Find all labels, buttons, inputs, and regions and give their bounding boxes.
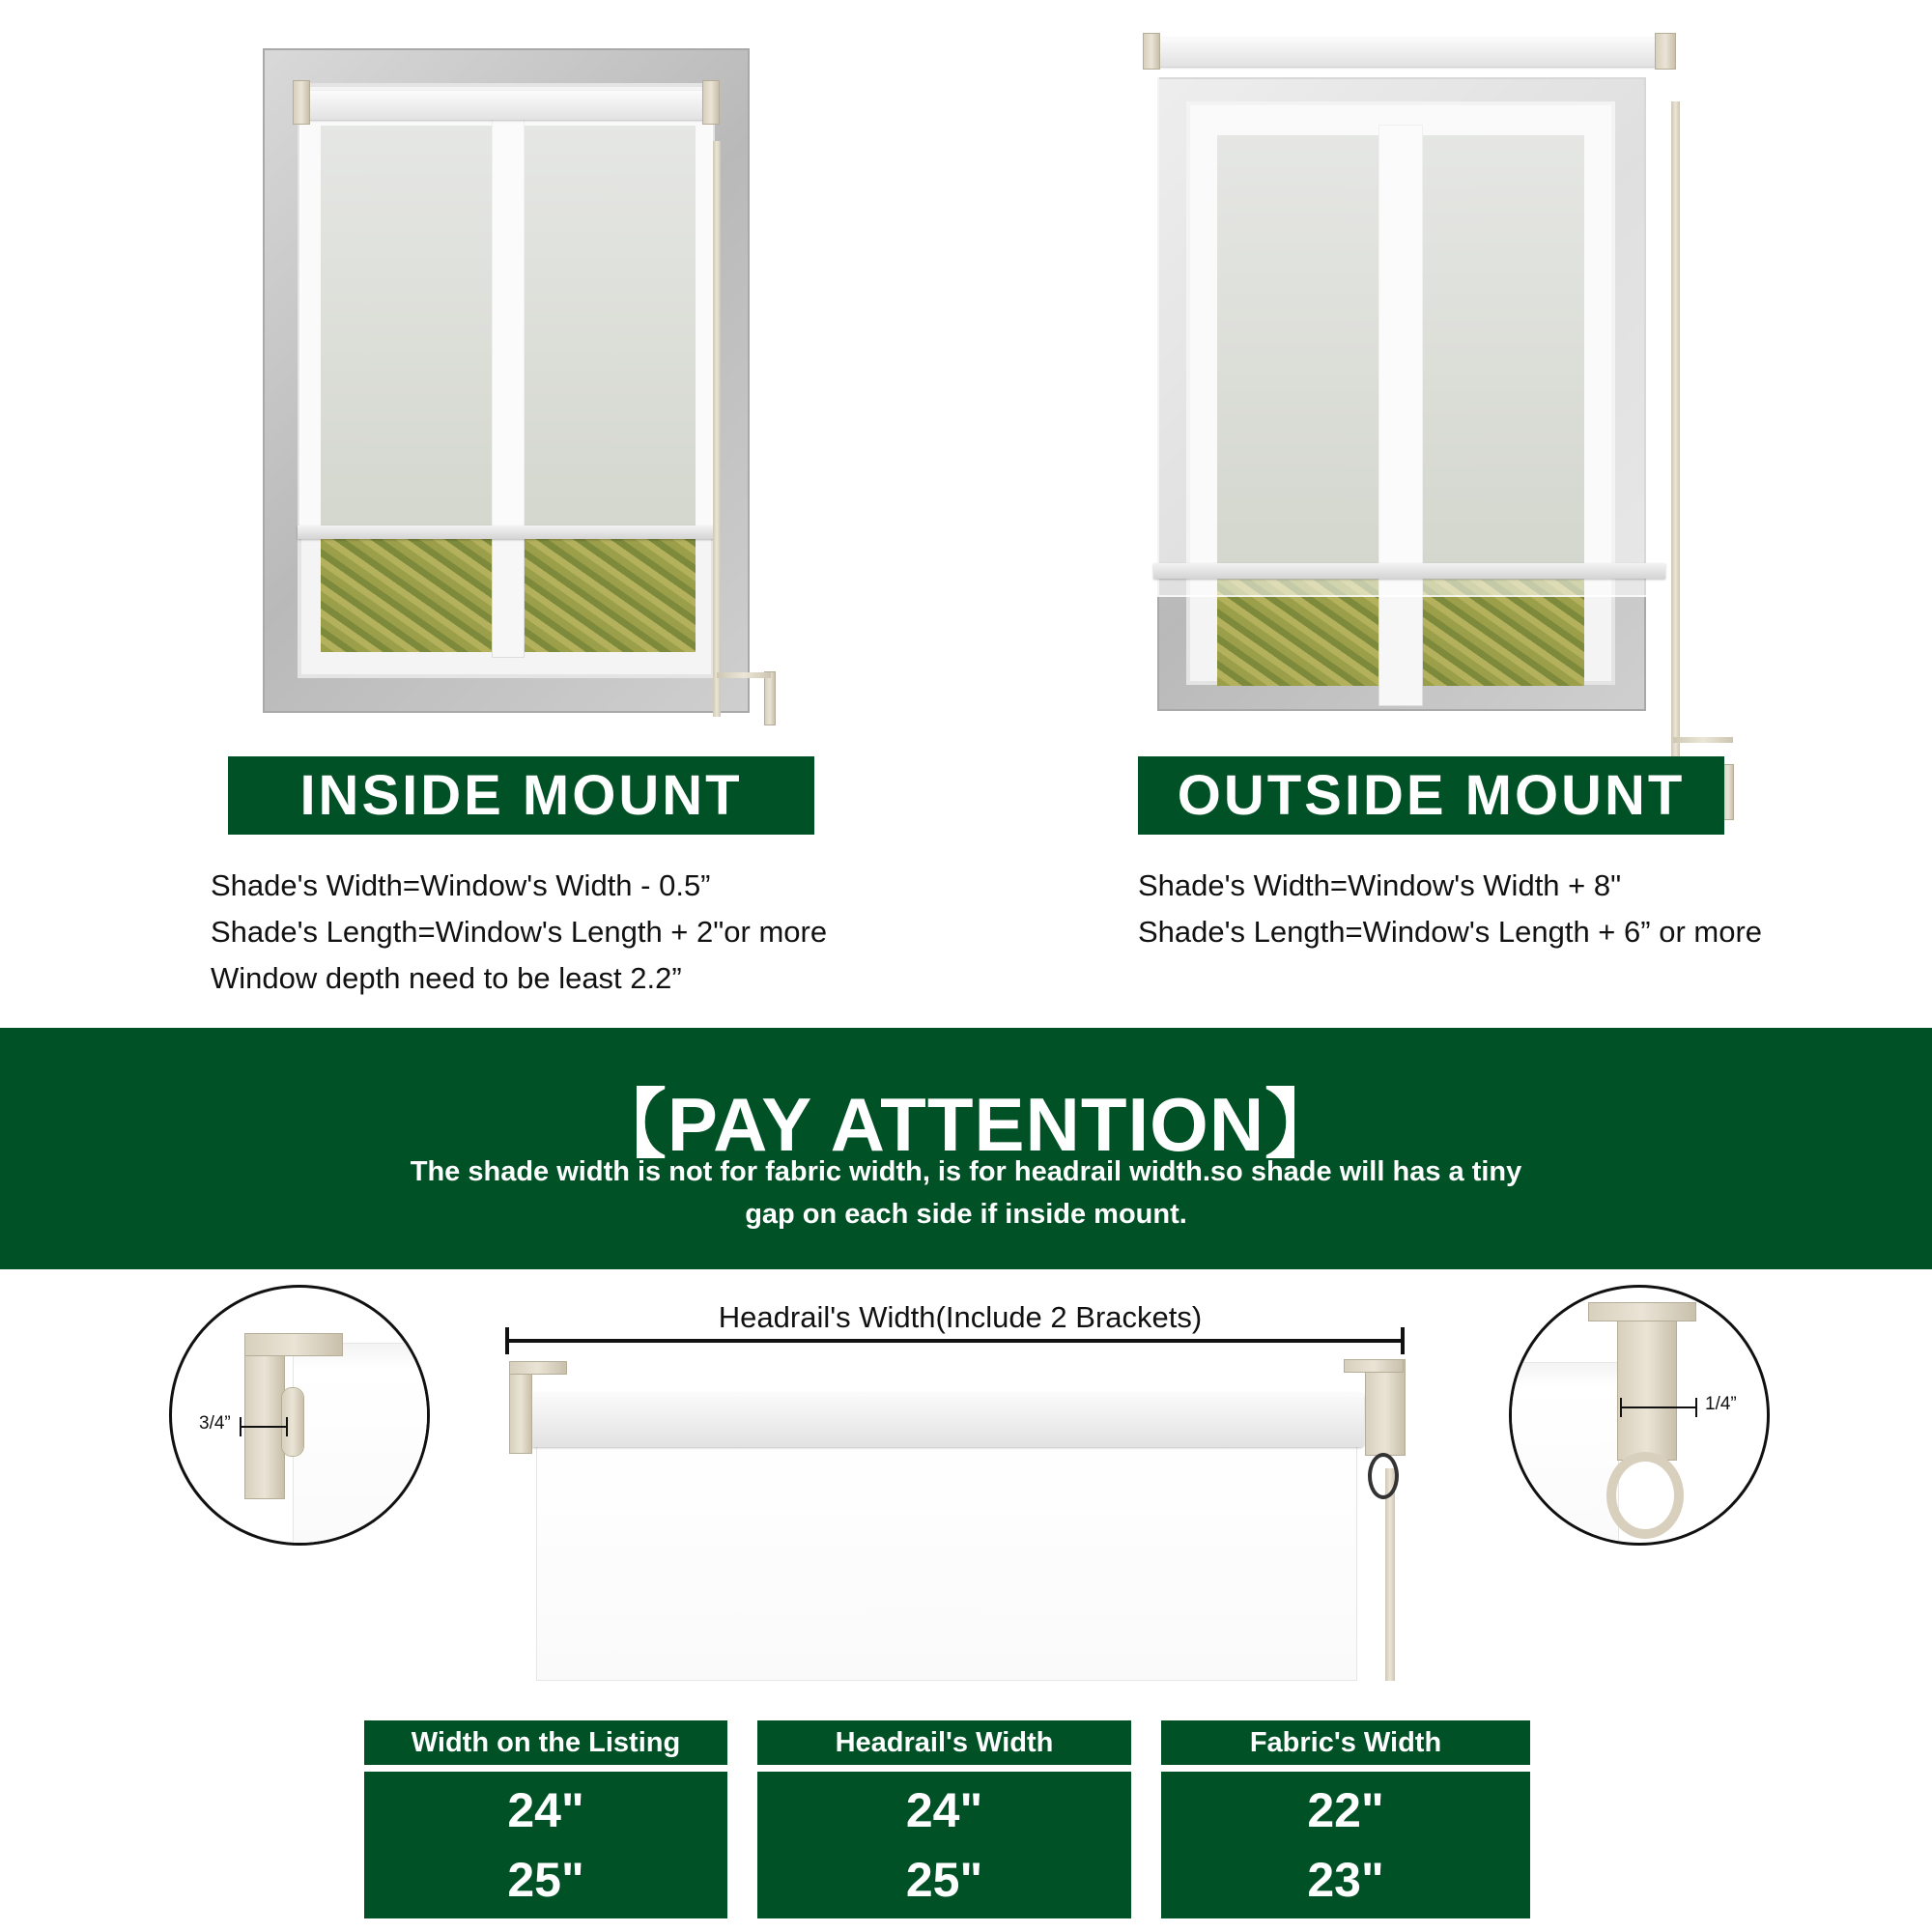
col-values-listing-width bbox=[364, 1772, 727, 1918]
detail-gap-tick-right bbox=[1695, 1398, 1697, 1417]
right-bracket bbox=[703, 81, 719, 124]
col-header-headrail-width: Headrail's Width bbox=[757, 1720, 1131, 1765]
crank-wand[interactable] bbox=[713, 141, 721, 717]
right-bracket-detail bbox=[1509, 1285, 1770, 1546]
left-bracket-detail bbox=[169, 1285, 430, 1546]
right-bracket-cap bbox=[1345, 1360, 1403, 1372]
headrail-width-label: Headrail's Width(Include 2 Brackets) bbox=[718, 1300, 1203, 1334]
outside-mount-illustration bbox=[1130, 34, 1748, 826]
table-cell: 24" bbox=[507, 1783, 584, 1837]
headrail bbox=[298, 91, 715, 120]
headrail-dimension-line bbox=[506, 1339, 1403, 1343]
inside-mount-label: INSIDE MOUNT bbox=[228, 756, 814, 835]
dimension-tick-right bbox=[1401, 1327, 1405, 1354]
table-cell: 22" bbox=[1307, 1783, 1384, 1837]
pay-attention-note-line2: gap on each side if inside mount. bbox=[745, 1199, 1187, 1230]
col-values-fabric-width bbox=[1161, 1772, 1530, 1918]
pay-attention-title: 【PAY ATTENTION】 bbox=[590, 1082, 1342, 1167]
headrail bbox=[1150, 38, 1671, 67]
pay-attention-band bbox=[0, 1028, 1932, 1269]
sheer-shade-fabric bbox=[1157, 61, 1669, 597]
detail-bracket bbox=[1618, 1315, 1676, 1460]
left-bracket bbox=[510, 1362, 531, 1453]
crank-handle-grip[interactable] bbox=[1723, 765, 1733, 819]
inside-spec-width: Shade's Width=Window's Width - 0.5” bbox=[211, 868, 711, 902]
inside-mount-illustration bbox=[263, 48, 750, 713]
inside-spec-length: Shade's Length=Window's Length + 2"or more bbox=[211, 915, 828, 949]
window-meadow-right bbox=[524, 536, 696, 652]
bottom-rail bbox=[298, 526, 715, 539]
crank-wand[interactable] bbox=[1385, 1468, 1395, 1681]
inside-mount-specs bbox=[211, 863, 945, 1002]
table-cell: 25" bbox=[507, 1853, 584, 1907]
detail-gap-tick-left bbox=[240, 1417, 242, 1436]
outside-mount-label: OUTSIDE MOUNT bbox=[1138, 756, 1724, 835]
pay-attention-note-line1: The shade width is not for fabric width, is for headrail width.so shade will has a tiny bbox=[410, 1156, 1522, 1187]
col-values-headrail-width bbox=[757, 1772, 1131, 1918]
left-bracket-cap bbox=[510, 1362, 566, 1374]
crank-wand[interactable] bbox=[1671, 101, 1680, 778]
detail-gap-tick-right bbox=[286, 1417, 288, 1436]
headrail-tube bbox=[529, 1393, 1364, 1447]
left-gap-label: 3/4” bbox=[199, 1413, 231, 1434]
outside-spec-width: Shade's Width=Window's Width + 8" bbox=[1138, 868, 1622, 902]
table-cell: 25" bbox=[905, 1853, 983, 1907]
right-bracket bbox=[1656, 34, 1675, 69]
left-bracket bbox=[294, 81, 309, 124]
col-header-fabric-width: Fabric's Width bbox=[1161, 1720, 1530, 1765]
detail-bracket-cap bbox=[245, 1334, 342, 1355]
dimension-tick-left bbox=[505, 1327, 509, 1354]
right-gap-label: 1/4” bbox=[1705, 1394, 1737, 1414]
right-bracket bbox=[1366, 1360, 1405, 1455]
left-bracket bbox=[1144, 34, 1159, 69]
crank-handle[interactable] bbox=[765, 672, 775, 724]
detail-bracket bbox=[245, 1334, 284, 1498]
outside-mount-specs bbox=[1138, 863, 1920, 955]
wand-hook-icon bbox=[1368, 1453, 1399, 1499]
table-cell: 23" bbox=[1307, 1853, 1384, 1907]
table-cell: 24" bbox=[905, 1783, 983, 1837]
detail-gap-line bbox=[1620, 1406, 1697, 1408]
crank-arm bbox=[1673, 737, 1733, 743]
bottom-rail bbox=[1153, 563, 1665, 579]
detail-bracket-cap bbox=[1589, 1303, 1695, 1321]
outside-spec-length: Shade's Length=Window's Length + 6” or more bbox=[1138, 915, 1763, 949]
detail-fabric bbox=[294, 1344, 430, 1546]
inside-spec-depth: Window depth need to be least 2.2” bbox=[211, 961, 682, 995]
crank-arm bbox=[717, 672, 771, 678]
sheer-shade-fabric bbox=[299, 114, 713, 537]
detail-gap-tick-left bbox=[1620, 1398, 1622, 1417]
detail-hook-icon bbox=[1606, 1452, 1684, 1539]
window-meadow-left bbox=[321, 536, 493, 652]
detail-gap-line bbox=[240, 1426, 288, 1428]
detail-fabric bbox=[1512, 1363, 1618, 1546]
col-header-listing-width: Width on the Listing bbox=[364, 1720, 727, 1765]
